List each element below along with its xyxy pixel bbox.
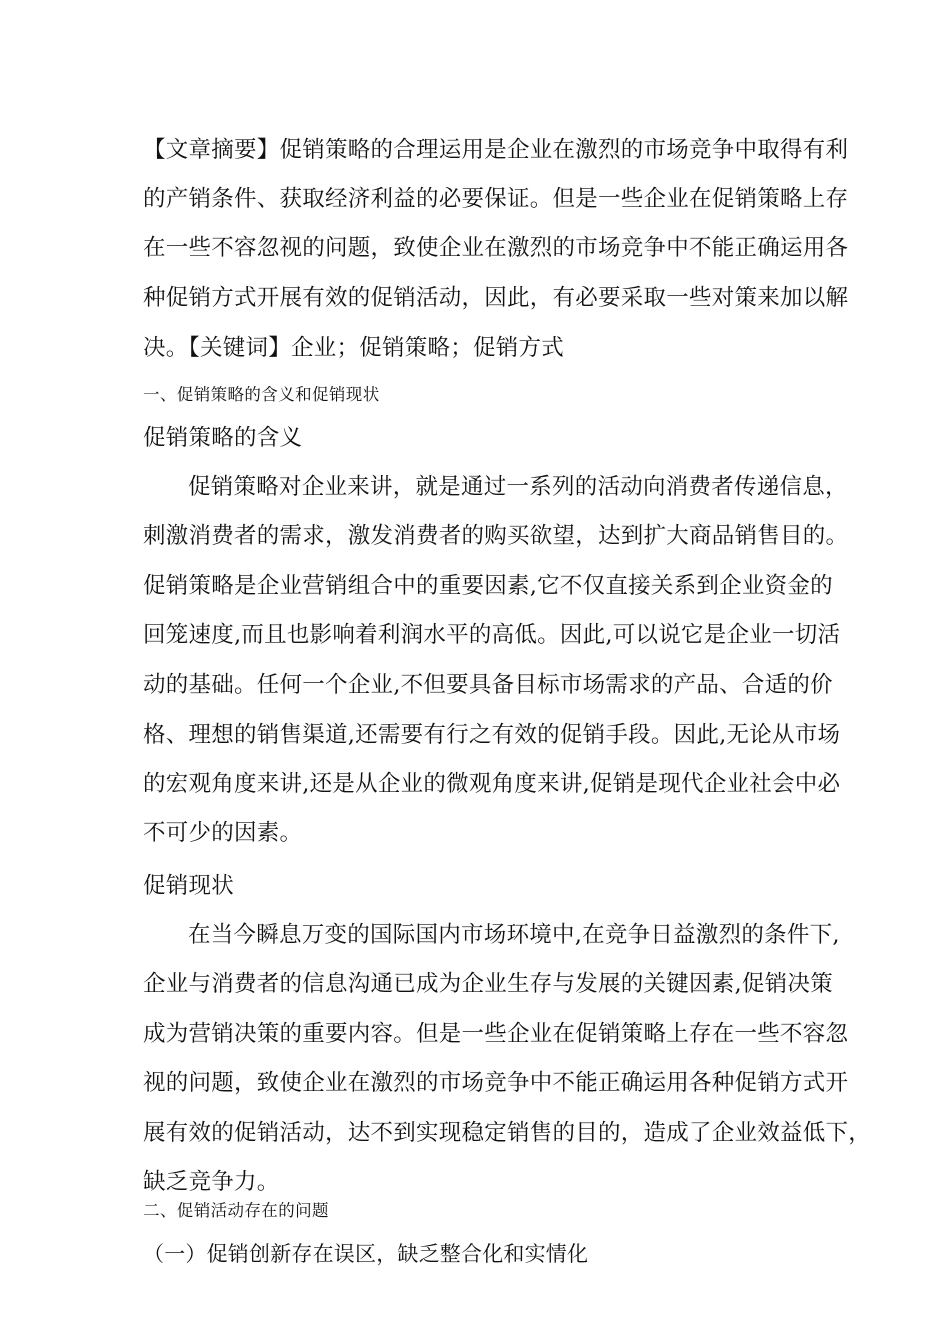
paragraph-line: 促销策略是企业营销组合中的重要因素,它不仅直接关系到企业资金的 (143, 573, 833, 599)
abstract-line: 在一些不容忽视的问题，致使企业在激烈的市场竞争中不能正确运用各 (143, 235, 849, 261)
paragraph-line: 动的基础。任何一个企业,不但要具备目标市场需求的产品、合适的价 (143, 672, 833, 698)
subsection-title-1: （一）促销创新存在误区，缺乏整合化和实情化 (143, 1242, 589, 1266)
paragraph-line: 回笼速度,而且也影响着利润水平的高低。因此,可以说它是企业一切活 (143, 622, 841, 648)
paragraph-line: 格、理想的销售渠道,还需要有行之有效的促销手段。因此,无论从市场 (143, 722, 841, 748)
abstract-line: 的产销条件、获取经济利益的必要保证。但是一些企业在促销策略上存 (143, 186, 849, 212)
abstract-line: 决。【关键词】企业；促销策略；促销方式 (143, 335, 565, 361)
section-heading-1: 一、促销策略的含义和促销现状 (143, 385, 380, 404)
paragraph-line: 刺激消费者的需求，激发消费者的购买欲望，达到扩大商品销售目的。 (143, 523, 849, 549)
paragraph-line: 成为营销决策的重要内容。但是一些企业在促销策略上存在一些不容忽 (143, 1021, 849, 1047)
paragraph-line: 在当今瞬息万变的国际国内市场环境中,在竞争日益激烈的条件下, (188, 922, 840, 948)
subsection-title-meaning: 促销策略的含义 (143, 425, 303, 451)
abstract-line: 种促销方式开展有效的促销活动，因此，有必要采取一些对策来加以解 (143, 285, 849, 311)
paragraph-line: 展有效的促销活动，达不到实现稳定销售的目的，造成了企业效益低下， (143, 1120, 872, 1146)
paragraph-line: 企业与消费者的信息沟通已成为企业生存与发展的关键因素,促销决策 (143, 971, 833, 997)
paragraph-line: 缺乏竞争力。 (143, 1169, 280, 1195)
subsection-title-status: 促销现状 (143, 873, 235, 899)
paragraph-line: 促销策略对企业来讲，就是通过一系列的活动向消费者传递信息， (188, 474, 848, 500)
paragraph-line: 不可少的因素。 (143, 820, 303, 846)
abstract-line: 【文章摘要】促销策略的合理运用是企业在激烈的市场竞争中取得有利 (143, 137, 849, 163)
section-heading-2: 二、促销活动存在的问题 (143, 1201, 329, 1220)
paragraph-line: 视的问题，致使企业在激烈的市场竞争中不能正确运用各种促销方式开 (143, 1070, 849, 1096)
paragraph-line: 的宏观角度来讲,还是从企业的微观角度来讲,促销是现代企业社会中必 (143, 771, 841, 797)
